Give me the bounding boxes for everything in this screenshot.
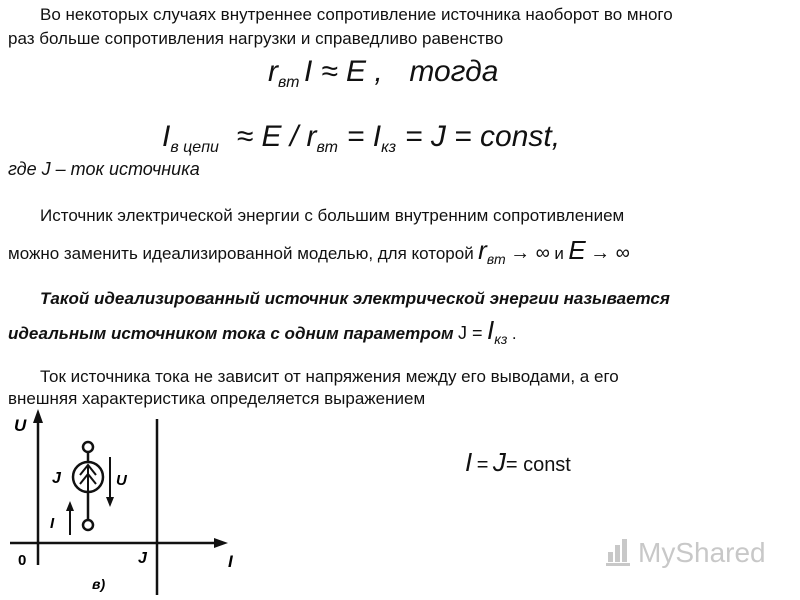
para3-I: I (487, 315, 495, 345)
diagram-caption: в) (92, 576, 106, 592)
formula1-approx-E: ≈ E , (321, 55, 383, 88)
para2-and: и (554, 244, 564, 263)
para4-line2: внешняя характеристика определяется выражением (8, 389, 426, 408)
formula-3 (465, 447, 571, 478)
para2-E: E (568, 235, 586, 265)
current-source-diagram (0, 405, 270, 600)
para1-line1: Во некоторых случаях внутреннее сопротивление источника наоборот во много (40, 5, 673, 24)
para3-line2 (8, 315, 517, 346)
i-axis-label: I (228, 552, 233, 571)
origin-label: 0 (18, 552, 27, 569)
formula1-I: I (303, 55, 313, 88)
terminal-bottom (83, 520, 93, 530)
formula3-rest: = const (505, 454, 571, 476)
para3-I-sub: кз (494, 331, 508, 347)
j-tick-label: J (138, 550, 147, 567)
formula1-togda: тогда (409, 55, 499, 88)
formula1-r-sub: вт (278, 74, 300, 91)
formula2-r-sub: вт (316, 139, 338, 156)
formula2-eq-I: = I (346, 120, 382, 153)
para2-line1: Источник электрической энергии с большим внутренним сопротивлением (40, 206, 625, 225)
u-axis-arrow (33, 409, 43, 423)
formula-2 (162, 120, 560, 154)
para4-line1: Ток источника тока не зависит от напряжения между его выводами, а его (40, 367, 619, 386)
voltage-label: U (116, 472, 127, 489)
formula2-approx: ≈ E / r (236, 120, 317, 153)
current-label: I (50, 515, 55, 532)
para2-line2-text: можно заменить идеализированной моделью, для которой (8, 244, 474, 263)
formula3-I: I (465, 447, 473, 477)
myshared-watermark (604, 532, 774, 572)
para2-arrow-inf2: → ∞ (590, 242, 630, 264)
formula3-J: J (492, 447, 506, 477)
para2-line2 (8, 235, 630, 266)
para3-J-eq: J = (458, 323, 483, 343)
formula2-rest: = J = const, (404, 120, 561, 153)
formula1-r: r (268, 55, 278, 88)
where-line: где J – ток источника (8, 159, 200, 179)
i-axis-arrow (214, 538, 228, 548)
para2-arrow-inf1: → ∞ (510, 242, 550, 264)
formula2-I-kz-sub: кз (381, 139, 397, 156)
formula3-eq: = (476, 454, 489, 476)
chart-icon (606, 539, 630, 566)
formula2-I-sub: в цепи (170, 139, 219, 156)
para3-end: . (511, 324, 517, 343)
source-label: J (52, 470, 61, 487)
para2-r-sub: вт (486, 251, 506, 267)
para3-line2-text: идеальным источником тока с одним параметром (8, 324, 454, 343)
formula-1 (268, 55, 498, 89)
para1-line2: раз больше сопротивления нагрузки и справедливо равенство (8, 29, 504, 48)
u-axis-label: U (14, 416, 27, 435)
formula2-I: I (162, 120, 171, 153)
watermark-text: MyShared (638, 537, 766, 568)
para3-line1: Такой идеализированный источник электрической энергии называется (40, 289, 670, 308)
para2-r: r (478, 235, 487, 265)
terminal-top (83, 442, 93, 452)
